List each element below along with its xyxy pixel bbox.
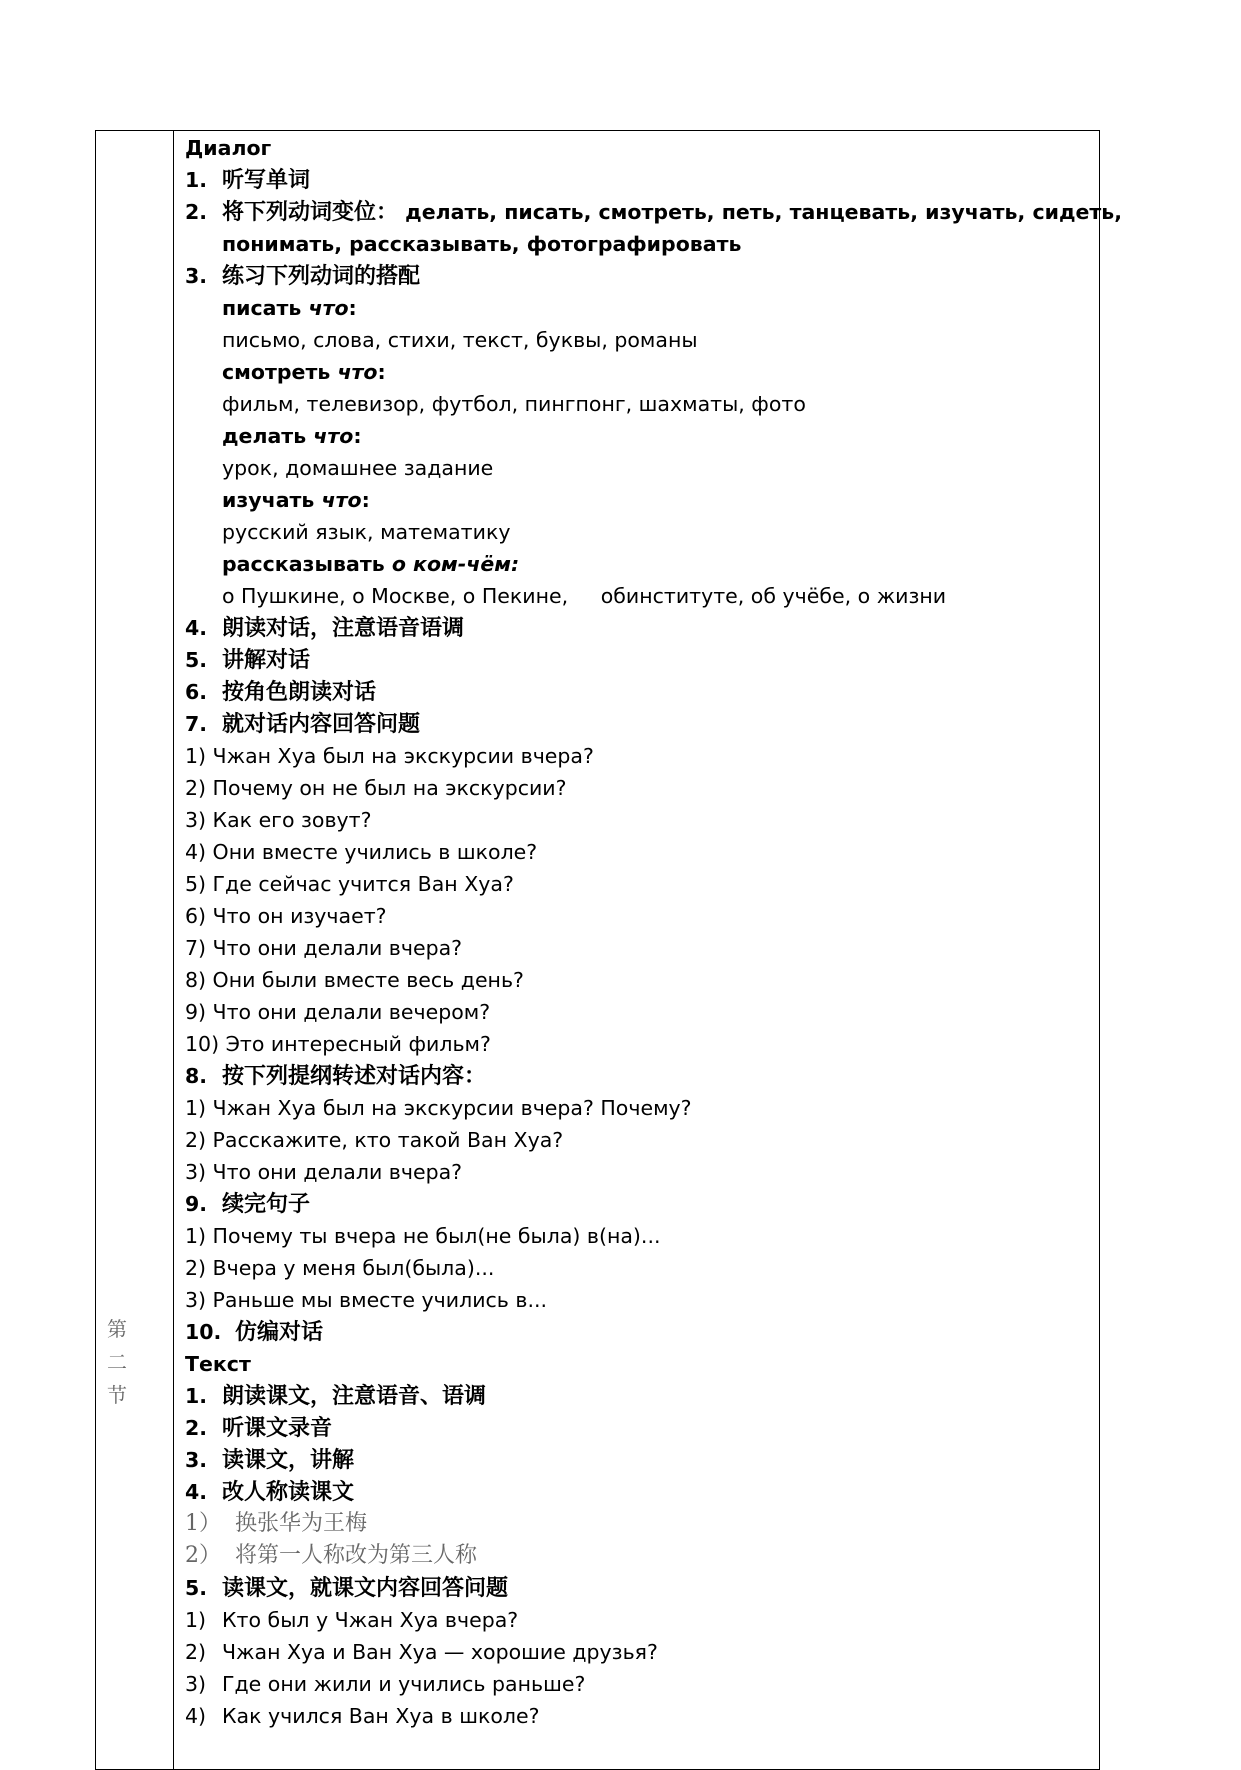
dialog-task-2-cont: понимать, рассказывать, фотографировать [222,232,742,256]
section-label: 第二节 [107,1317,142,1407]
question-item: 3) Где они жили и учились раньше? [185,1672,586,1696]
dialog-task-5: 5. 讲解对话 [185,648,311,673]
text-task-4: 4. 改人称读课文 [185,1480,355,1505]
question-item: 8) Они были вместе весь день? [185,968,524,992]
text-task-2: 2. 听课文录音 [185,1416,333,1441]
question-item: 2) Расскажите, кто такой Ван Хуа? [185,1128,564,1152]
question-item: 1) Кто был у Чжан Хуа вчера? [185,1608,519,1632]
question-item: 2) Почему он не был на экскурсии? [185,776,567,800]
dialog-task-9: 9. 续完句子 [185,1192,311,1217]
text-subtask: 1） 换张华为王梅 [185,1511,367,1536]
combo-words: урок, домашнее задание [222,456,494,480]
sentence-item: 2) Вчера у меня был(была)... [185,1256,495,1280]
question-item: 1) Чжан Хуа был на экскурсии вчера? Почему? [185,1096,692,1120]
question-item: 7) Что они делали вчера? [185,936,463,960]
lesson-table [95,130,1123,1770]
question-item: 9) Что они делали вечером? [185,1000,491,1024]
sentence-item: 1) Почему ты вчера не был(не была) в(на)... [185,1224,661,1248]
sentence-item: 3) Раньше мы вместе учились в... [185,1288,548,1312]
question-item: 6) Что он изучает? [185,904,387,928]
question-item: 3) Что они делали вчера? [185,1160,463,1184]
combo-verb: смотреть что: [222,360,386,384]
dialog-task-7: 7. 就对话内容回答问题 [185,712,421,737]
dialog-task-2: 2. 将下列动词变位： делать, писать, смотреть, петь, танцевать, изучать, сидеть, [185,200,1123,225]
text-task-3: 3. 读课文，讲解 [185,1448,355,1473]
question-item: 3) Как его зовут? [185,808,372,832]
question-item: 1) Чжан Хуа был на экскурсии вчера? [185,744,594,768]
question-item: 4) Они вместе учились в школе? [185,840,538,864]
dialog-task-1: 1. 听写单词 [185,168,311,193]
combo-verb: рассказывать о ком-чём: [222,552,520,576]
combo-verb: делать что: [222,424,362,448]
text-task-5: 5. 读课文，就课文内容回答问题 [185,1576,509,1601]
section-column [96,131,174,1769]
combo-verb: писать что: [222,296,357,320]
text-task-1: 1. 朗读课文，注意语音、语调 [185,1384,487,1409]
question-item: 2) Чжан Хуа и Ван Хуа — хорошие друзья? [185,1640,658,1664]
dialog-task-10: 10. 仿编对话 [185,1320,324,1345]
question-item: 5) Где сейчас учится Ван Хуа? [185,872,514,896]
dialog-task-4: 4. 朗读对话，注意语音语调 [185,616,465,641]
combo-verb: изучать что: [222,488,370,512]
combo-words: фильм, телевизор, футбол, пингпонг, шахматы, фото [222,392,806,416]
dialog-task-6: 6. 按角色朗读对话 [185,680,377,705]
text-heading: Текст [185,1352,251,1376]
combo-words: о Пушкине, о Москве, о Пекине, обинституте, об учёбе, о жизни [222,584,947,608]
combo-words: русский язык, математику [222,520,511,544]
question-item: 10) Это интересный фильм? [185,1032,491,1056]
text-subtask: 2） 将第一人称改为第三人称 [185,1543,477,1568]
question-item: 4) Как учился Ван Хуа в школе? [185,1704,540,1728]
combo-words: письмо, слова, стихи, текст, буквы, романы [222,328,698,352]
dialog-heading: Диалог [185,136,272,160]
dialog-task-8: 8. 按下列提纲转述对话内容： [185,1064,487,1089]
dialog-task-3: 3. 练习下列动词的搭配 [185,264,421,289]
